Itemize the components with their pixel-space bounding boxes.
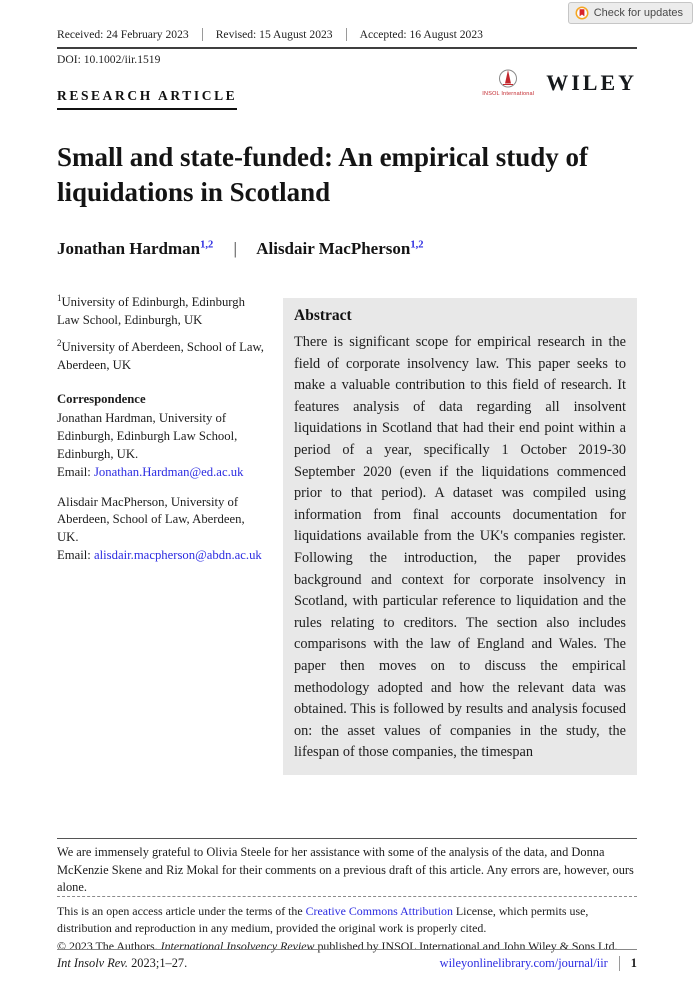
insol-logo bbox=[482, 68, 534, 97]
email-link[interactable]: Jonathan.Hardman@ed.ac.uk bbox=[94, 464, 244, 479]
abstract-heading: Abstract bbox=[294, 307, 352, 324]
check-for-updates-icon bbox=[575, 6, 589, 20]
check-for-updates-button[interactable] bbox=[568, 2, 693, 24]
correspondence-entry: Alisdair MacPherson, University of Aberdeen, School of Law, Aberdeen, UK. Email: alisdair.macpherson@abdn.ac.uk bbox=[57, 494, 262, 562]
publisher-logos bbox=[482, 68, 637, 97]
page-number: 1 bbox=[619, 956, 637, 971]
abstract-box bbox=[283, 298, 637, 775]
acknowledgment: We are immensely grateful to Olivia Steele for her assistance with some of the analysis of the data, and Donna McKenzie Skene and Riz Mokal for their comments on a previous draft of this article. Any errors are, however, ours alone. bbox=[57, 838, 637, 897]
affiliation: $^2$University of Aberdeen, School of Law, Aberdeen, UK bbox=[57, 337, 264, 372]
doi: DOI: 10.1002/iir.1519 bbox=[57, 53, 161, 66]
license-block bbox=[57, 896, 637, 955]
footer-citation: Int Insolv Rev. 2023;1–27. bbox=[57, 956, 188, 970]
abstract-text: There is significant scope for empirical research in the field of corporate insolvency law. This paper seeks to make a valuable contribution to this field of research. It features analysis of data regarding all insolvent liquidations in Scotland that had their end point within a period of a year, specifically 1 October 2019-30 September 2020 (even if the liquidations commenced prior to that period). A dataset was compiled using information from final accounts documentation for liquidations available from the UK's companies register. Following the introduction, the paper provides background and context for corporate insolvency in Scotland, with particular reference to liquidation and the rules relating to creditors. The section also includes comparisons with the law of England and Wales. The paper then moves on to discuss the empirical methodology adopted and how the relevant data was obtained. This is followed by results and analysis focused on: the asset values of companies in the study, the lifespan of those companies, the timespan bbox=[294, 334, 626, 761]
license-text: This is an open access article under the terms of the Creative Commons Attribution License, which permits use, distribution and reproduction in any medium, provided the original work is properly cited. bbox=[57, 904, 589, 936]
creative-commons-link[interactable]: Creative Commons Attribution bbox=[305, 904, 453, 918]
article-type-label: RESEARCH ARTICLE bbox=[57, 88, 237, 110]
authors-line bbox=[57, 239, 423, 259]
author-separator: | bbox=[233, 239, 237, 258]
check-for-updates-label: Check for updates bbox=[593, 7, 683, 19]
revised-date: Revised: 15 August 2023 bbox=[216, 28, 347, 41]
journal-name: International Insolvency Review bbox=[160, 938, 315, 953]
received-date: Received: 24 February 2023 bbox=[57, 28, 203, 41]
author-name: Jonathan Hardman$^{1,2}$ bbox=[57, 239, 214, 258]
journal-url-link[interactable]: wileyonlinelibrary.com/journal/iir bbox=[439, 956, 608, 970]
author-affiliation-sup: 1,2 bbox=[200, 239, 214, 251]
left-column bbox=[57, 292, 269, 577]
email-link[interactable]: alisdair.macpherson@abdn.ac.uk bbox=[94, 547, 262, 562]
insol-icon bbox=[496, 68, 520, 90]
affiliation: $^1$University of Edinburgh, Edinburgh Law School, Edinburgh, UK bbox=[57, 293, 245, 328]
author-name: Alisdair MacPherson$^{1,2}$ bbox=[256, 239, 424, 258]
footer-right bbox=[440, 956, 637, 971]
footer bbox=[57, 949, 637, 971]
copyright-text: © 2023 The Authors. International Insolvency Review published by INSOL International and John Wiley & Sons Ltd. bbox=[57, 938, 618, 953]
history-dates-row bbox=[57, 28, 637, 49]
wiley-logo: WILEY bbox=[546, 69, 637, 95]
correspondence-heading: Correspondence bbox=[57, 391, 146, 406]
accepted-date: Accepted: 16 August 2023 bbox=[359, 28, 483, 41]
insol-logo-text: INSOL International bbox=[482, 91, 535, 97]
correspondence-entry: Jonathan Hardman, University of Edinburgh, Edinburgh Law School, Edinburgh, UK. Email: Jonathan.Hardman@ed.ac.uk bbox=[57, 411, 244, 479]
paper-title: Small and state-funded: An empirical study of liquidations in Scotland bbox=[57, 142, 589, 207]
author-affiliation-sup: 1,2 bbox=[410, 239, 424, 251]
